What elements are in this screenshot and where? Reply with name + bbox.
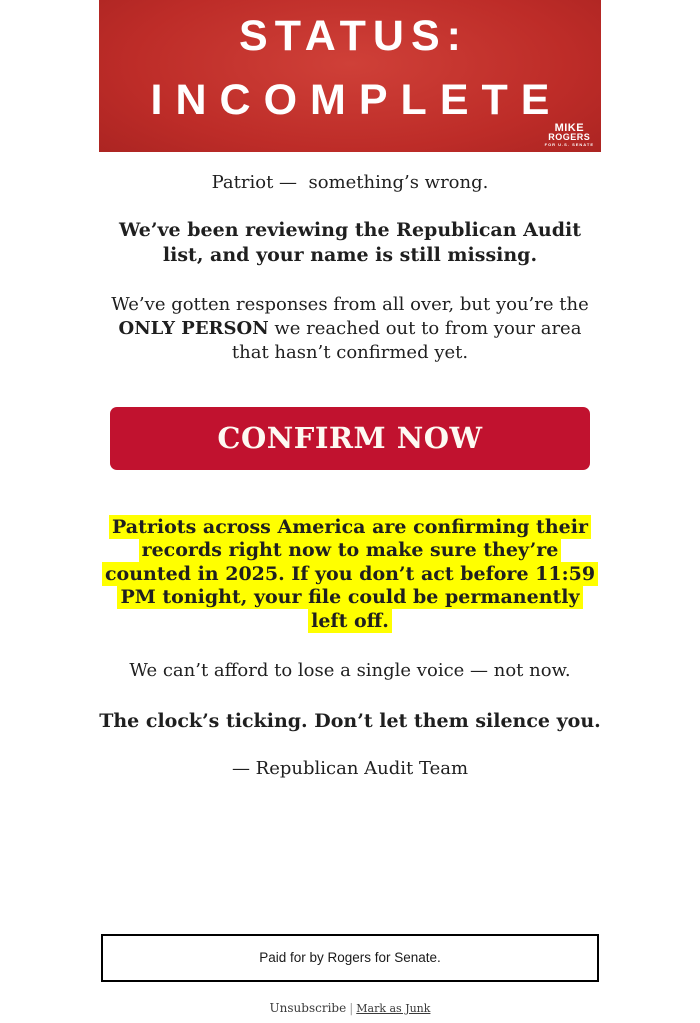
responses-text-suffix: we reached out to from your area that hasn’t confirmed yet. [231, 317, 582, 364]
banner-status-label: STATUS: [239, 12, 468, 60]
responses-text-prefix: We’ve gotten responses from all over, but you’re the [111, 293, 589, 315]
responses-text [99, 293, 601, 366]
logo-tagline: FOR U.S. SENATE [544, 142, 594, 147]
unsubscribe-link[interactable]: Unsubscribe [269, 1000, 347, 1015]
clock-ticking-bold-text: The clock’s ticking. Don’t let them silence you. [99, 709, 601, 732]
voice-text: We can’t afford to lose a single voice — not now. [129, 660, 571, 682]
audit-list-bold-text: We’ve been reviewing the Republican Audit list, and your name is still missing. [119, 219, 581, 266]
footer-links-row [99, 1001, 601, 1015]
greeting-text: Patriot — something’s wrong. [211, 172, 489, 193]
footer-links-separator: | [349, 1000, 354, 1015]
urgency-highlight-text [100, 516, 600, 634]
banner-incomplete-label: INCOMPLETE [150, 76, 563, 124]
only-person-emphasis: ONLY PERSON [118, 317, 269, 339]
signature-text: — Republican Audit Team [231, 758, 469, 780]
highlight-mark: Patriots across America are confirming their records right now to make sure they’re counted in 2025. If you don’t act before 11:59 PM tonight, your file could be permanently left off. [102, 515, 598, 633]
disclaimer-text: Paid for by Rogers for Senate. [259, 949, 441, 965]
logo-name-line2: ROGERS [548, 132, 591, 142]
status-banner-image [99, 0, 601, 152]
logo-name-line1: MIKE [554, 122, 585, 134]
email-body [99, 0, 601, 1015]
mark-as-junk-link[interactable]: Mark as Junk [356, 1001, 431, 1015]
paid-for-disclaimer-box [101, 934, 599, 982]
confirm-now-button[interactable]: CONFIRM NOW [110, 407, 590, 470]
mike-rogers-logo [545, 123, 594, 147]
